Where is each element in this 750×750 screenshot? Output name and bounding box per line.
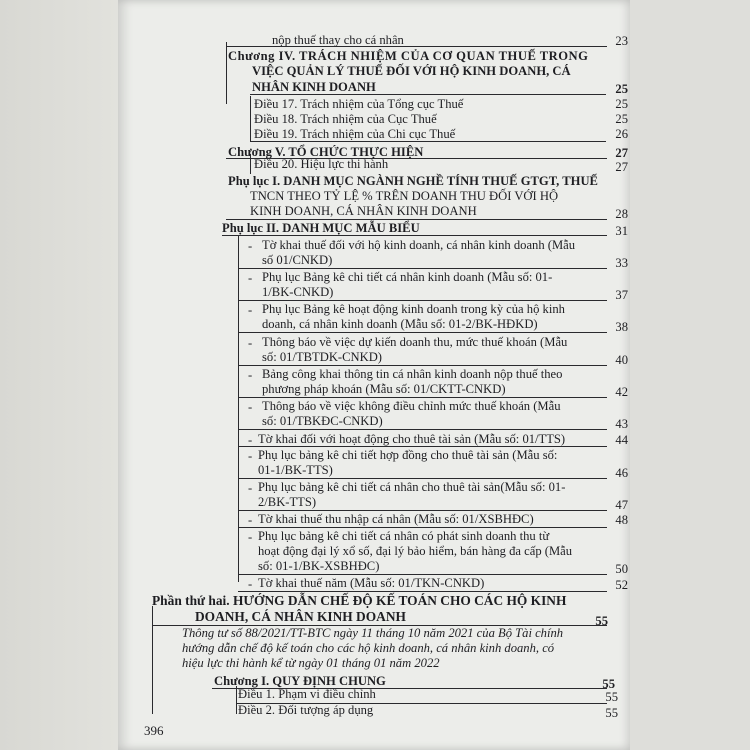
toc-page-number: 55 — [602, 677, 615, 691]
toc-entry: Điều 20. Hiệu lực thi hành — [254, 157, 389, 171]
toc-leader — [238, 268, 607, 269]
list-dash: - — [248, 577, 253, 591]
toc-leader — [250, 94, 606, 95]
chapter-heading: VIỆC QUẢN LÝ THUẾ ĐỐI VỚI HỘ KINH DOANH, CÁ — [252, 64, 571, 78]
toc-page-number: 48 — [615, 513, 628, 527]
chapter-heading: Chương I. QUY ĐỊNH CHUNG — [214, 674, 386, 688]
toc-page-number: 55 — [605, 706, 618, 720]
form-entry: Tờ khai đối với hoạt động cho thuê tài sản (Mẫu số: 01/TTS) — [258, 432, 566, 446]
right-page-edge — [630, 0, 750, 750]
outline-guide-4 — [238, 236, 239, 582]
toc-leader — [238, 332, 607, 333]
form-entry: phương pháp khoán (Mẫu số: 01/CKTT-CNKD) — [262, 382, 506, 396]
toc-leader — [238, 510, 607, 511]
form-entry: Phụ lục bảng kê chi tiết cá nhân có phát sinh doanh thu từ — [258, 529, 550, 543]
form-entry: Phụ lục bảng kê chi tiết hợp đồng cho thuê tài sản (Mẫu số: — [258, 448, 558, 462]
toc-page-number: 26 — [615, 127, 628, 141]
toc-entry: Điều 18. Trách nhiệm của Cục Thuế — [254, 112, 437, 126]
form-entry: Tờ khai thuế năm (Mẫu số: 01/TKN-CNKD) — [258, 576, 485, 590]
toc-leader — [222, 235, 607, 236]
list-dash: - — [248, 239, 253, 253]
form-entry: Thông báo về việc không điều chỉnh mức thuế khoán (Mẫu — [262, 399, 561, 413]
toc-page-number: 50 — [615, 562, 628, 576]
circular-description: hiệu lực thi hành kể từ ngày 01 tháng 01 năm 2022 — [182, 656, 440, 670]
toc-page-number: 25 — [615, 82, 628, 96]
chapter-heading: NHÂN KINH DOANH — [252, 80, 376, 94]
toc-page-number: 33 — [615, 256, 628, 270]
toc-leader — [238, 527, 607, 528]
list-dash: - — [248, 271, 253, 285]
toc-page-number: 28 — [615, 207, 628, 221]
left-page-edge — [0, 0, 118, 750]
toc-page-number: 46 — [615, 466, 628, 480]
part-heading: DOANH, CÁ NHÂN KINH DOANH — [195, 609, 406, 624]
toc-leader — [238, 478, 607, 479]
toc-page-number: 27 — [615, 146, 628, 160]
form-entry: Tờ khai thuế thu nhập cá nhân (Mẫu số: 01/XSBHĐC) — [258, 512, 534, 526]
toc-leader — [238, 365, 607, 366]
form-entry: số: 01-1/BK-XSBHĐC) — [258, 559, 380, 573]
list-dash: - — [248, 303, 253, 317]
toc-page-number: 31 — [615, 224, 628, 238]
toc-page-number: 44 — [615, 433, 628, 447]
list-dash: - — [248, 368, 253, 382]
toc-page-number: 37 — [615, 288, 628, 302]
toc-page-number: 27 — [615, 160, 628, 174]
appendix-heading — [228, 174, 598, 188]
toc-entry: Điều 1. Phạm vi điều chỉnh — [238, 687, 376, 701]
part-heading: Phần thứ hai. HƯỚNG DẪN CHẾ ĐỘ KẾ TOÁN CHO CÁC HỘ KINH — [152, 593, 567, 608]
list-dash: - — [248, 530, 253, 544]
chapter-heading: Chương IV. TRÁCH NHIỆM CỦA CƠ QUAN THUẾ TRONG — [228, 49, 589, 63]
toc-leader — [226, 46, 607, 47]
list-dash: - — [248, 513, 253, 527]
toc-page-number: 55 — [605, 690, 618, 704]
form-entry: Thông báo về việc dự kiến doanh thu, mức thuế khoán (Mẫu — [262, 335, 568, 349]
toc-leader — [250, 141, 606, 142]
toc-leader — [238, 300, 607, 301]
outline-guide-6 — [236, 686, 237, 714]
toc-page-number: 52 — [615, 578, 628, 592]
form-entry: Bảng công khai thông tin cá nhân kinh doanh nộp thuế theo — [262, 367, 563, 381]
list-dash: - — [248, 481, 253, 495]
circular-description: hướng dẫn chế độ kế toán cho các hộ kinh doanh, cá nhân kinh doanh, có — [182, 641, 555, 655]
outline-guide-1 — [226, 42, 227, 104]
toc-entry: Điều 2. Đối tượng áp dụng — [238, 703, 374, 717]
toc-leader — [226, 219, 607, 220]
outline-guide-5 — [152, 606, 153, 714]
toc-page-number: 40 — [615, 353, 628, 367]
form-entry: 1/BK-CNKD) — [262, 285, 334, 299]
appendix-heading-text: Phụ lục I. DANH MỤC NGÀNH NGHỀ TÍNH THUẾ GTGT, THUẾ — [228, 174, 598, 188]
chapter-heading: Chương V. TỔ CHỨC THỰC HIỆN — [228, 145, 424, 159]
outline-guide-2 — [250, 96, 251, 141]
list-dash: - — [248, 449, 253, 463]
form-entry: Phụ lục Bảng kê hoạt động kinh doanh trong kỳ của hộ kinh — [262, 302, 565, 316]
form-entry: Phụ lục Bảng kê chi tiết cá nhân kinh doanh (Mẫu số: 01- — [262, 270, 553, 284]
form-entry: hoạt động đại lý xổ số, đại lý bảo hiểm, bán hàng đa cấp (Mẫu — [258, 544, 573, 558]
toc-page-number: 25 — [615, 97, 628, 111]
toc-leader — [238, 446, 607, 447]
form-entry: 2/BK-TTS) — [258, 495, 317, 509]
form-entry: số 01/CNKD) — [262, 253, 333, 267]
toc-entry: Điều 19. Trách nhiệm của Chi cục Thuế — [254, 127, 456, 141]
appendix-heading: Phụ lục II. DANH MỤC MẪU BIỂU — [222, 221, 420, 235]
toc-entry: Điều 17. Trách nhiệm của Tổng cục Thuế — [254, 97, 464, 111]
toc-leader — [238, 591, 607, 592]
form-entry: doanh, cá nhân kinh doanh (Mẫu số: 01-2/BK-HĐKD) — [262, 317, 538, 331]
appendix-heading: KINH DOANH, CÁ NHÂN KINH DOANH — [250, 204, 477, 218]
toc-page-number: 25 — [615, 112, 628, 126]
toc-page-number: 47 — [615, 498, 628, 512]
form-entry: Tờ khai thuế đối với hộ kinh doanh, cá nhân kinh doanh (Mẫu — [262, 238, 576, 252]
toc-page-number: 38 — [615, 320, 628, 334]
list-dash: - — [248, 433, 253, 447]
toc-page-number: 43 — [615, 417, 628, 431]
toc-leader — [238, 574, 607, 575]
form-entry: 01-1/BK-TTS) — [258, 463, 333, 477]
page-folio-number: 396 — [144, 723, 164, 738]
circular-description: Thông tư số 88/2021/TT-BTC ngày 11 tháng 10 năm 2021 của Bộ Tài chính — [182, 626, 564, 640]
appendix-heading: TNCN THEO TỶ LỆ % TRÊN DOANH THU ĐỐI VỚI HỘ — [250, 189, 559, 203]
form-entry: số: 01/TBTDK-CNKD) — [262, 350, 382, 364]
toc-leader — [238, 397, 607, 398]
toc-entry: nộp thuế thay cho cá nhân — [272, 33, 404, 47]
list-dash: - — [248, 400, 253, 414]
toc-leader — [238, 429, 607, 430]
toc-page-number: 42 — [615, 385, 628, 399]
list-dash: - — [248, 336, 253, 350]
form-entry: số: 01/TBKĐC-CNKD) — [262, 414, 383, 428]
form-entry: Phụ lục bảng kê chi tiết cá nhân cho thuê tài sản(Mẫu số: 01- — [258, 480, 566, 494]
toc-page-number: 55 — [595, 614, 608, 628]
toc-page-number: 23 — [615, 34, 628, 48]
